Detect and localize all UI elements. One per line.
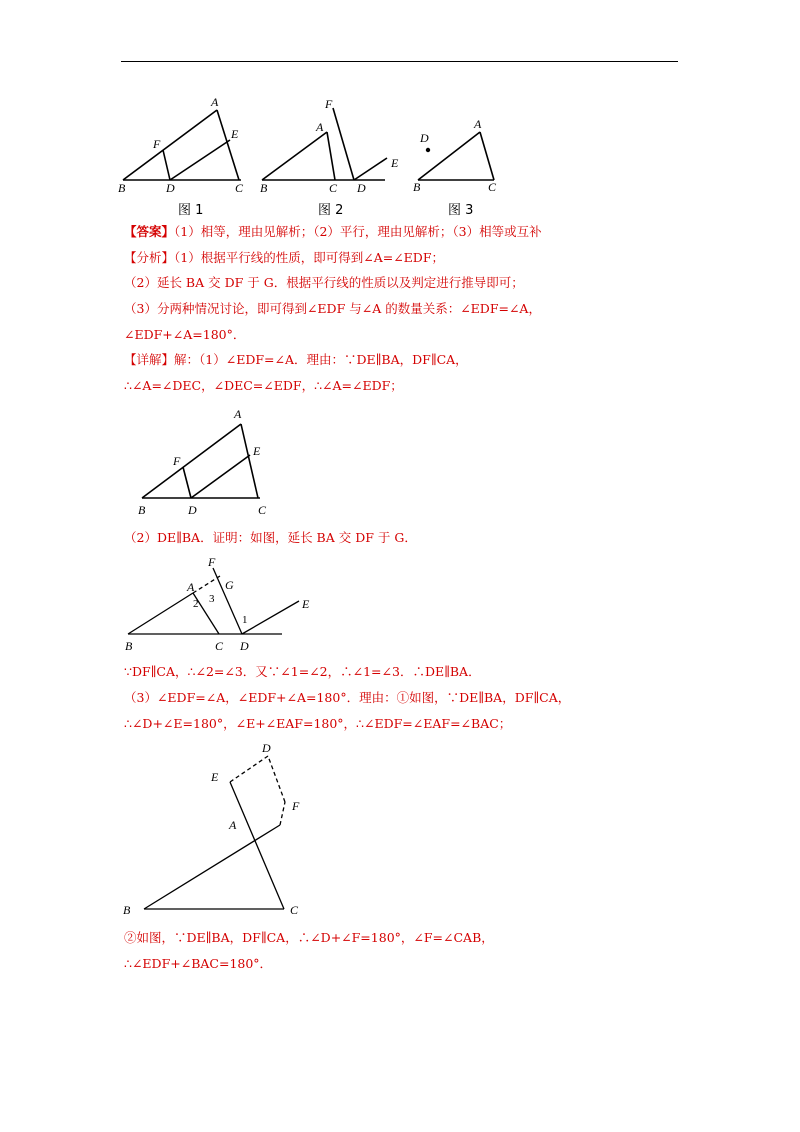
detail-figure-2 [122,556,322,656]
detail-text-1: 解：（1）∠EDF=∠A．理由：∵DE∥BA，DF∥CA， [174,352,468,367]
angle-3-label: 3 [209,593,215,605]
label-B: B [138,503,146,517]
label-E: E [302,597,310,611]
analysis-line-2: （2）延长 BA 交 DF 于 G．根据平行线的性质以及判定进行推导即可； [124,275,524,290]
detail-figure-1 [136,404,286,519]
label-G: G [225,578,234,592]
label-D: D [240,639,249,653]
detail-line-2: ∴∠A=∠DEC，∠DEC=∠EDF，∴∠A=∠EDF； [124,378,403,393]
label-B: B [123,903,131,917]
detail-figure-3 [118,736,318,926]
label-A: A [187,580,195,594]
analysis-line-3: （3）分两种情况讨论，即可得到∠EDF 与∠A 的数量关系：∠EDF=∠A， [124,301,541,316]
label-D: D [262,741,271,755]
detail-line-8: ∴∠EDF+∠BAC=180°． [124,956,273,971]
label-A: A [474,117,482,131]
label-E: E [253,444,261,458]
label-B: B [125,639,133,653]
answer-tag: 【答案】 [124,224,175,239]
label-E: E [391,156,399,170]
detail-line-5: （3）∠EDF=∠A，∠EDF+∠A=180°．理由：①如图，∵DE∥BA，DF∥CA， [124,690,571,705]
label-A: A [234,407,242,421]
label-A: A [316,120,324,134]
detail-line-3: （2）DE∥BA．证明：如图，延长 BA 交 DF 于 G． [124,530,417,545]
analysis-text-1: （1）根据平行线的性质，即可得到∠A=∠EDF； [174,250,444,265]
angle-1-label: 1 [242,614,248,626]
label-E: E [231,127,239,141]
label-F: F [325,97,333,111]
label-F: F [173,454,181,468]
label-A: A [211,95,219,109]
label-D: D [420,131,429,145]
figure-3 [410,112,510,192]
label-B: B [118,181,126,195]
label-C: C [488,180,497,194]
label-C: C [235,181,244,195]
header-rule [121,61,678,62]
figure-3-caption: 图 3 [448,203,474,218]
figure-2-caption: 图 2 [318,203,344,218]
answer-text: （1）相等，理由见解析；（2）平行，理由见解析；（3）相等或互补 [174,224,542,239]
label-D: D [166,181,175,195]
detail-line-1 [124,352,468,368]
label-C: C [329,181,338,195]
analysis-line-1 [124,250,444,266]
detail-line-4: ∵DF∥CA，∴∠2=∠3．又∵∠1=∠2，∴∠1=∠3．∴DE∥BA． [124,664,481,679]
analysis-tag: 【分析】 [124,250,175,265]
label-F: F [208,555,216,569]
label-F: F [153,137,161,151]
label-C: C [290,903,299,917]
figure-1-caption: 图 1 [178,203,204,218]
analysis-line-4: ∠EDF+∠A=180°． [124,327,246,342]
label-B: B [260,181,268,195]
label-A: A [229,818,237,832]
angle-2-label: 2 [193,598,199,610]
label-D: D [357,181,366,195]
figure-1 [115,92,255,195]
label-E: E [211,770,219,784]
detail-line-6: ∴∠D+∠E=180°，∠E+∠EAF=180°，∴∠EDF=∠EAF=∠BAC； [124,716,512,731]
detail-tag: 【详解】 [124,352,175,367]
label-D: D [188,503,197,517]
detail-line-7: ②如图，∵DE∥BA，DF∥CA，∴∠D+∠F=180°，∠F=∠CAB， [124,930,494,945]
label-F: F [292,799,300,813]
label-C: C [215,639,224,653]
label-B: B [413,180,421,194]
label-C: C [258,503,267,517]
figure-2 [257,96,407,195]
answer-line [124,224,542,240]
